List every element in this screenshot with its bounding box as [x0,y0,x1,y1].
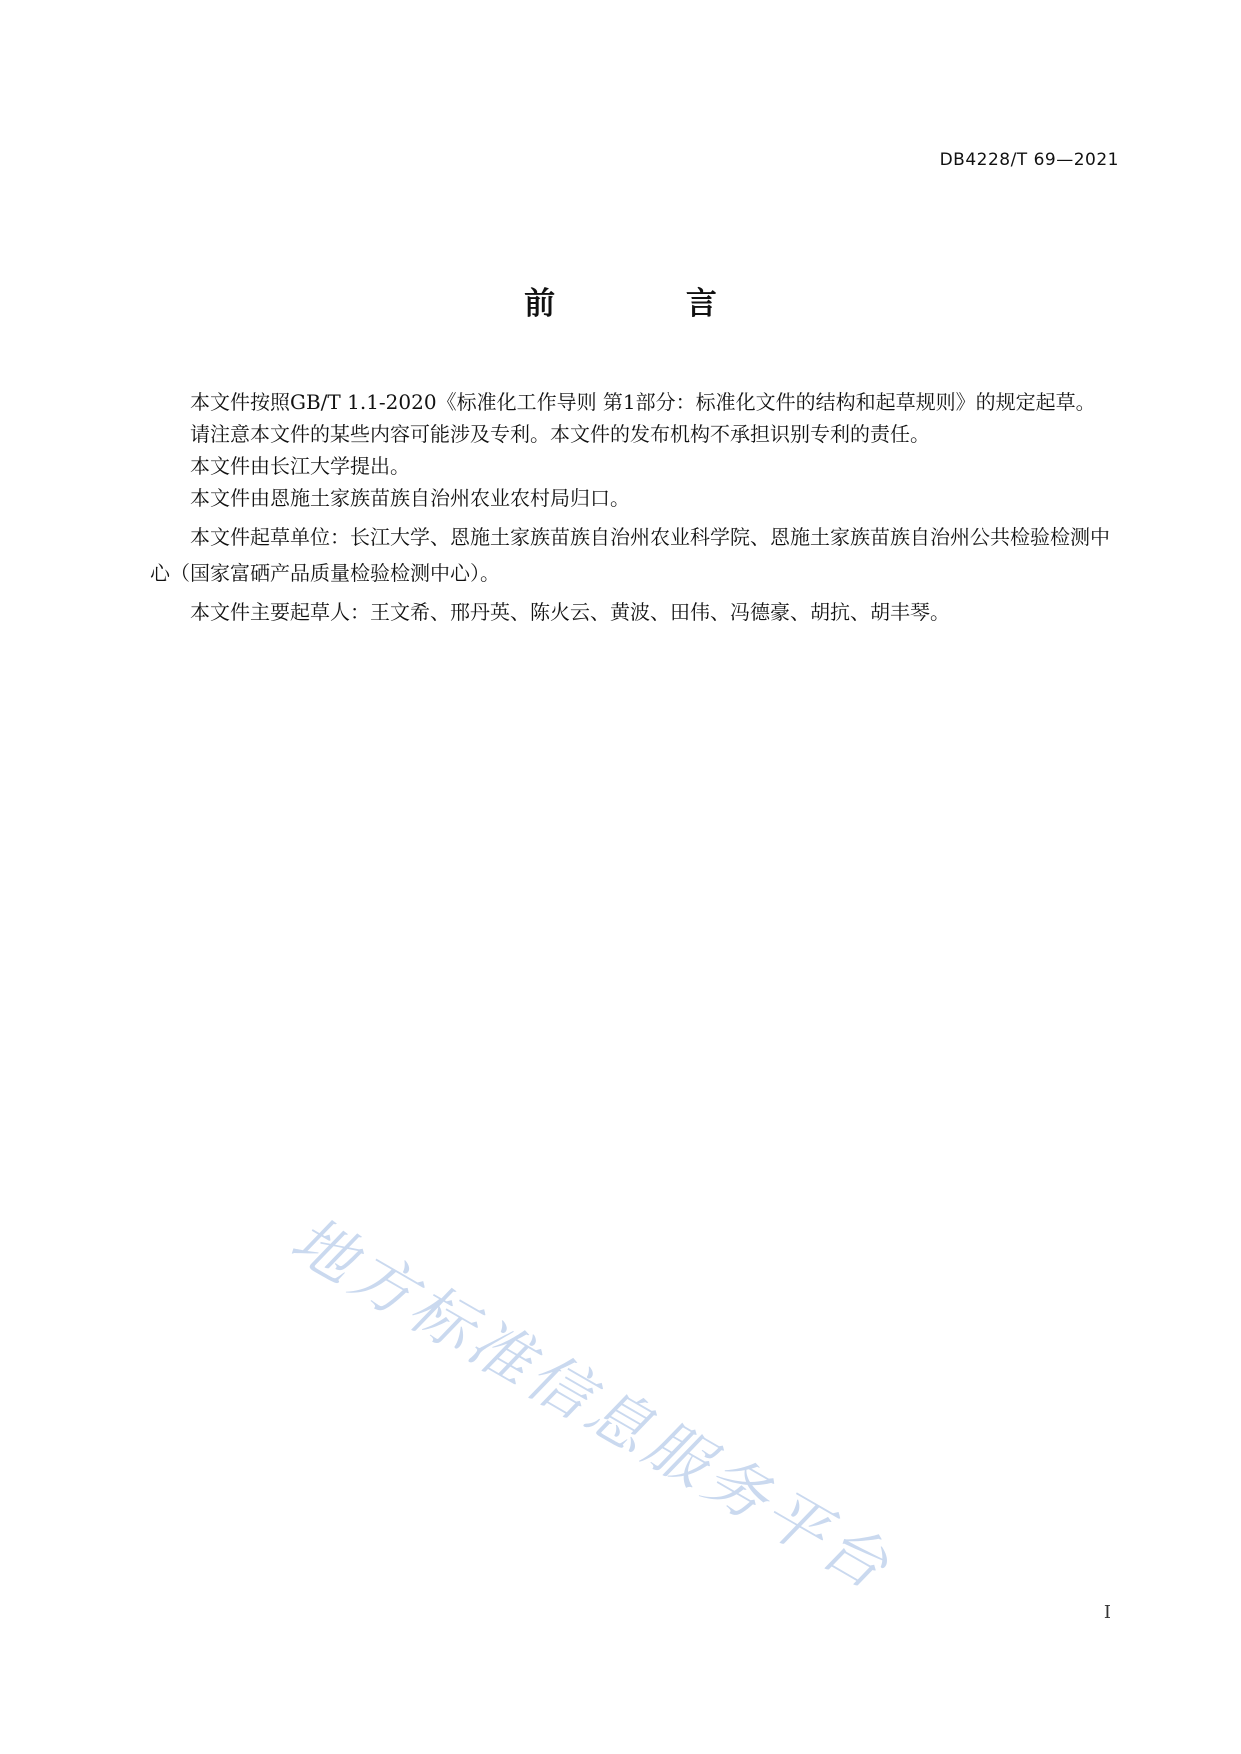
paragraph-administrator: 本文件由恩施土家族苗族自治州农业农村局归口。 [190,486,630,510]
paragraph-drafters: 本文件主要起草人：王文希、邢丹英、陈火云、黄波、田伟、冯德豪、胡抗、胡丰琴。 [190,600,950,624]
page-title: 前 言 [524,286,777,322]
document-code: DB4228/T 69—2021 [939,150,1119,170]
foreword-body [150,387,1122,629]
page-number: I [1103,1602,1111,1623]
paragraph-patent-notice: 请注意本文件的某些内容可能涉及专利。本文件的发布机构不承担识别专利的责任。 [190,422,930,446]
paragraph-drafting-units: 本文件起草单位：长江大学、恩施土家族苗族自治州农业科学院、恩施土家族苗族自治州公共检验检测中心（国家富硒产品质量检验检测中心）。 [150,525,1110,585]
watermark-text: 地方标准信息服务平台 [279,1202,905,1606]
paragraph-drafting-rules: 本文件按照GB/T 1.1-2020《标准化工作导则 第1部分：标准化文件的结构和起草规则》的规定起草。 [190,390,1096,414]
paragraph-proposer: 本文件由长江大学提出。 [190,454,410,478]
